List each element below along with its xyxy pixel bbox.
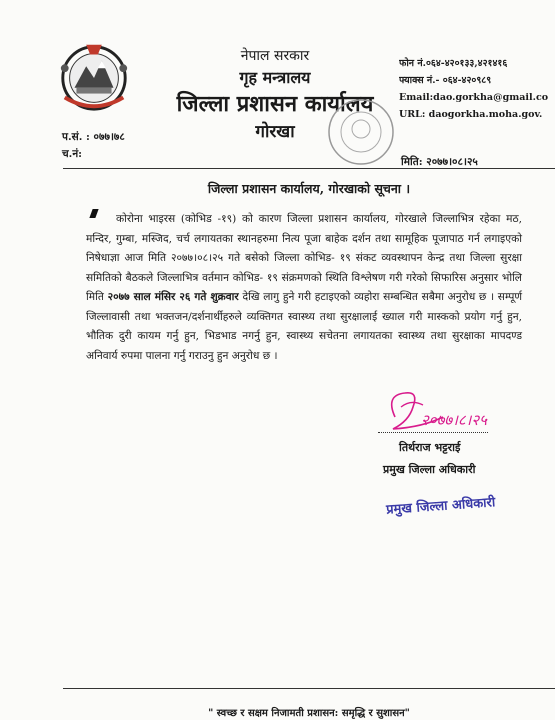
footer-divider [63,688,555,689]
notice-body [86,210,522,366]
signatory-name: तिर्थराज भट्टराई [399,441,461,454]
handwritten-date: २०७७।८।२५ [421,411,487,429]
official-stamp: प्रमुख जिल्ला अधिकारी [385,495,496,518]
govt-name: नेपाल सरकार [240,48,310,64]
office-name: जिल्ला प्रशासन कार्यालय [176,91,374,117]
ministry-name: गृह मन्त्रालय [239,68,311,87]
office-seal-icon [326,97,396,167]
letter-date: मिति: २०७७।०८।२५ [401,156,478,168]
email-address[interactable]: Email:dao.gorkha@gmail.co [399,92,549,103]
notice-body-part-2: देखि लागु हुने गरी हटाइएको व्यहोरा सम्बन्धित सबैमा अनुरोध छ । सम्पूर्ण जिल्लावासी तथा भक्तजन/दर्शनार्थीहरुले व्यक्तिगत स्वास्थ्य तथा सुरक्षालाई ख्याल गरी मास्कको प्रयोग गर्नु हुन, भौतिक दुरी कायम गर्नु हुन, भिडभाड नगर्नु हुन, स्वास्थ्य सचेतना लगायतका स्वास्थ्य तथा सुरक्षाका मापदण्ड अनिवार्य रुपमा पालना गर्नु गराउनु हुन अनुरोध छ । [86,291,523,362]
footer-slogan: " स्वच्छ र सक्षम निजामती प्रशासन: समृद्धि र सुशासन" [208,708,410,719]
handwritten-signature [383,387,518,435]
fax-number: फ्याक्स नं.- ०६४-४२०९८९ [399,75,492,86]
district-name: गोरखा [255,122,295,142]
nepal-emblem-icon [55,36,133,116]
phone-number: फोन नं.०६४-४२०१३३,४२१४१६ [399,58,508,69]
website-url[interactable]: URL: daogorkha.moha.gov. [399,109,543,120]
effective-date: २०७७ साल मंसिर २६ गते शुक्रवार [107,291,239,303]
signature-line [378,432,488,433]
reference-number: प.सं. : ०७७।७८ [62,131,125,143]
notice-body-part-1: कोरोना भाइरस (कोभिड -१९) को कारण जिल्ला प्रशासन कार्यालय, गोरखाले जिल्लाभित्र रहेका मठ, मन्दिर, गुम्बा, मस्जिद, चर्च लगायतका स्थानहरुमा नित्य पूजा बाहेक दर्शन तथा सामूहिक पूजापाठ गर्न लगाइएको निषेधाज्ञा आज मिति २०७७।०८।२५ गते बसेको जिल्ला कोभिड- १९ संकट व्यवस्थापन केन्द्र तथा जिल्ला सुरक्षा समितिको बैठकले जिल्लाभित्र वर्तमान कोभिड- १९ संक्रमणको स्थिति विश्लेषण गरी गरेको सिफारिस अनुसार भोलि मिति [86,213,522,303]
header-divider [63,168,555,169]
dispatch-number: च.नं: [62,148,83,160]
notice-title: जिल्ला प्रशासन कार्यालय, गोरखाको सूचना । [207,181,411,196]
signatory-title: प्रमुख जिल्ला अधिकारी [383,463,476,476]
